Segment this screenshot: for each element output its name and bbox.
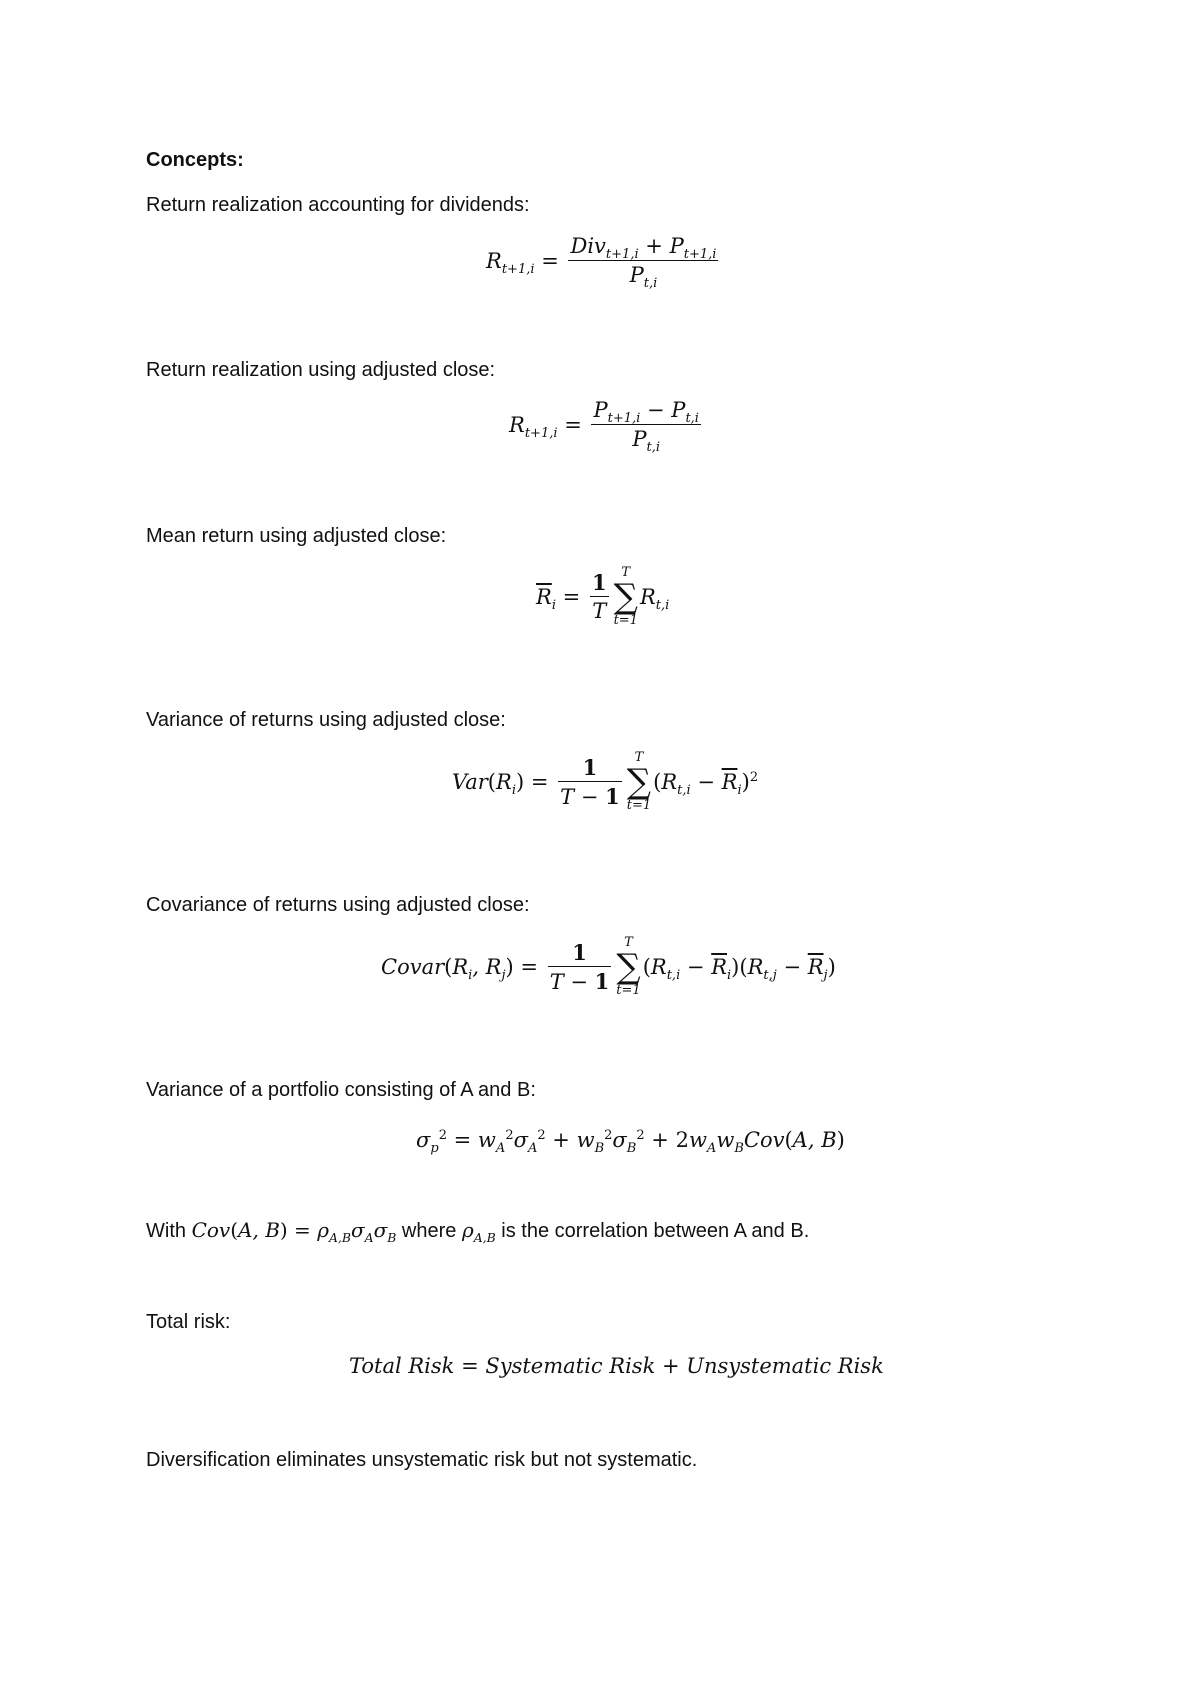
- covariance-definition-inline: Cov(A, $B) = \rho_{A,B}\sigma_A\sigma_B$: [191, 1218, 397, 1245]
- diversification-note: Diversification eliminates unsystematic risk but not systematic.: [146, 1449, 698, 1471]
- dividends-label: Return realization accounting for dividends:: [146, 194, 530, 216]
- mean-return-equation: $\overline{R}_i$ = $\frac{1}{T}$ T ∑ t=1 $R_{t,i}$: [536, 565, 670, 628]
- mean-label: Mean return using adjusted close:: [146, 525, 447, 547]
- with-suffix: is the correlation between A and B.: [501, 1220, 810, 1242]
- concepts-heading: Concepts:: [146, 149, 244, 171]
- total-risk-label: Total risk:: [146, 1311, 231, 1333]
- portfolio-variance-equation: $\sigma_p^2 = w_A^2\sigma_A^2 + w_B^2\sigma_B^2 + 2w_Aw_BCov(A$, B): [416, 1128, 845, 1157]
- portfolio-label: Variance of a portfolio consisting of A and B:: [146, 1079, 536, 1101]
- return-adjusted-equation: $R_{t+1,i}$ = $\frac{P_{t+1,i} - P_{t,i}}{P_{t,i}}$: [509, 398, 699, 456]
- with-prefix: With: [146, 1220, 186, 1242]
- variance-label: Variance of returns using adjusted close:: [146, 709, 506, 731]
- covariance-label: Covariance of returns using adjusted close:: [146, 894, 530, 916]
- covariance-equation: $Covar(R_i$, $R_j$) = $\frac{1}{T - 1}$ T ∑ t=1 $(R_{t,i} - \overline{R}_i)(R_{t,j} - \overline{R}_j)$: [381, 935, 836, 998]
- rho-inline: $\rho_{A,B}$: [461, 1218, 496, 1245]
- return-dividends-equation: $R_{t+1,i}$ = $\frac{Div_{t+1,i} + P_{t+1,i}}{P_{t,i}}$: [486, 234, 717, 292]
- variance-equation: $Var(R_i)$ = $\frac{1}{T - 1}$ T ∑ t=1 $(R_{t,i} - \overline{R}_i)^2$: [452, 750, 759, 813]
- with-middle: where: [401, 1220, 457, 1242]
- adjusted-label: Return realization using adjusted close:: [146, 359, 496, 381]
- correlation-note: [146, 1217, 809, 1244]
- total-risk-equation: Total Risk = Systematic Risk + Unsystematic Risk: [349, 1354, 884, 1378]
